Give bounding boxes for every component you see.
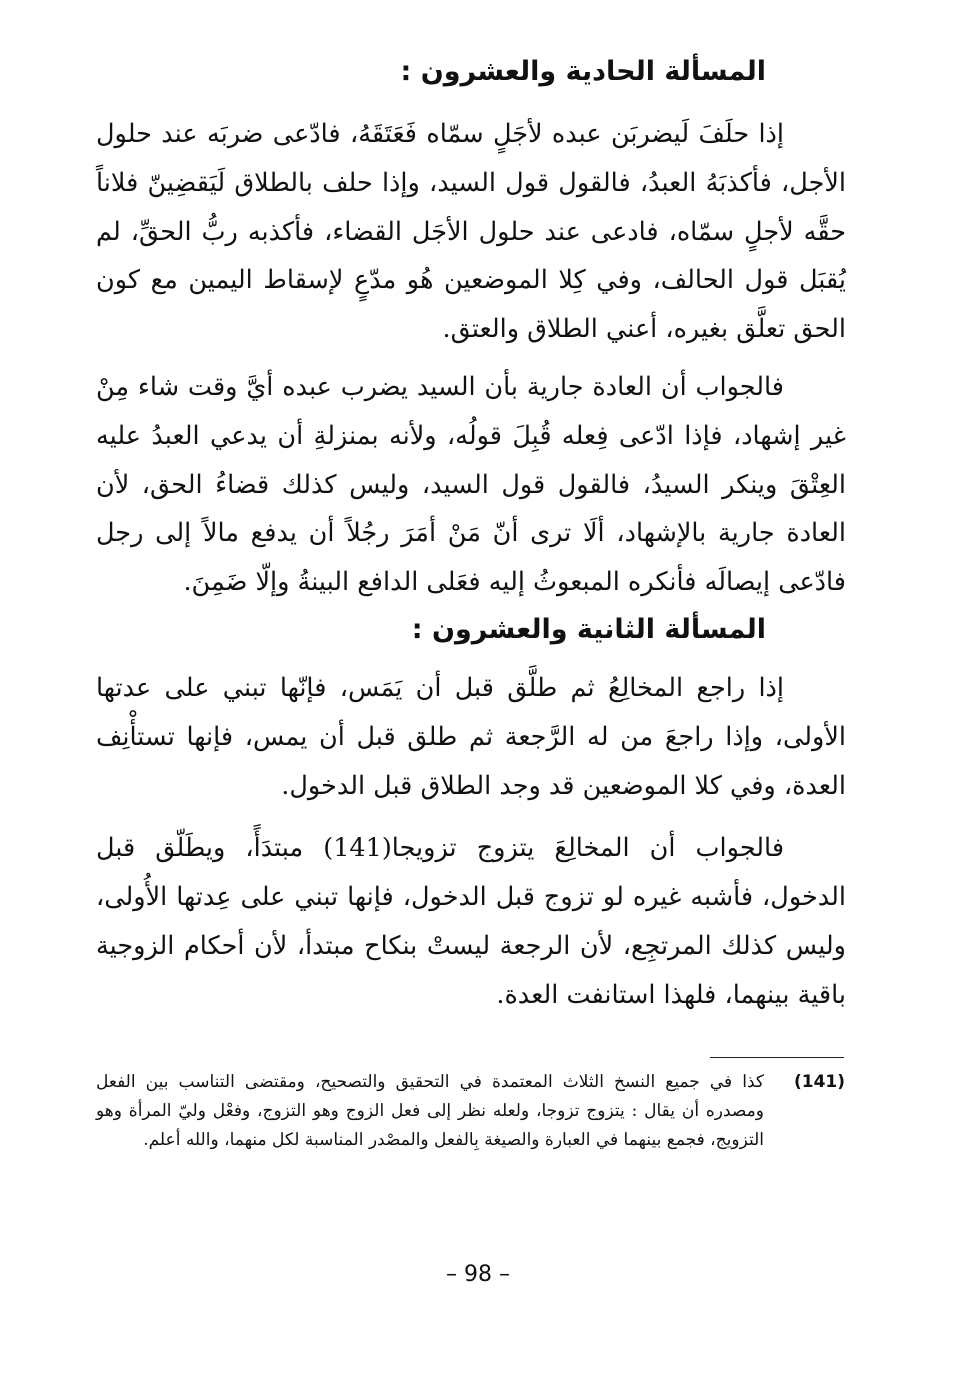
- paragraph-question-21: إذا حلَفَ لَيضربَن عبده لأجَلٍ سمّاه فَعَتَقَهُ، فادّعى ضربَه عند حلول الأجل، فأكذبَهُ العبدُ، فالقول قول السيد، وإذا حلف بالطلاق لَيَقضِينّ فلاناً حقَّه لأجلٍ سمّاه، فادعى عند حلول الأجَل القضاء، فأكذبه ربُّ الحقِّ، لم يُقبَل قول الحالف، وفي كِلا الموضعين هُو مدّعٍ لإسقاط اليمين مع كون الحق تعلَّق بغيره، أعني الطلاق والعتق.: [96, 119, 846, 345]
- page-number: – 98 –: [446, 1262, 510, 1287]
- section-body-21: [96, 110, 846, 607]
- section-heading-21: المسألة الحادية والعشرون :: [400, 56, 766, 87]
- paragraph-answer-21: فالجواب أن العادة جارية بأن السيد يضرب عبده أيَّ وقت شاء مِنْ غير إشهاد، فإذا ادّعى فِعله قُبِلَ قولُه، ولأنه بمنزلةِ أن يدعي العبدُ عليه العِتْقَ وينكر السيدُ، فالقول قول السيد، وليس كذلك قضاءُ الحق، لأن العادة جارية بالإشهاد، ألَا ترى أنّ مَنْ أمَرَ رجُلاً أن يدفع مالاً إلى رجل فادّعى إيصالَه فأنكره المبعوثُ إليه فعَلى الدافع البينةُ وإلّا ضَمِنَ.: [96, 371, 846, 598]
- section-heading-22: المسألة الثانية والعشرون :: [411, 614, 766, 645]
- footnote: [96, 1068, 844, 1155]
- footnote-text: كذا في جميع النسخ الثلاث المعتمدة في التحقيق والتصحيح، ومقتضى التناسب بين الفعل ومصدره أن يقال : يتزوج تزوجا، ولعله نظر إلى فعل الزوج وهو التزوج، وفعْل وليّ المرأة وهو التزويج، فجمع بينهما في العبارة والصيغة بِالفعل والمصْدر المناسبة لكل منهما، والله أعلم.: [96, 1072, 764, 1150]
- paragraph-question-22: إذا راجع المخالِعُ ثم طلَّق قبل أن يَمَس، فإنّها تبني على عدتها الأولى، وإذا راجعَ من له الرَّجعة ثم طلق قبل أن يمس، فإنها تستأْنِف العدة، وفي كلا الموضعين قد وجد الطلاق قبل الدخول.: [96, 673, 846, 801]
- section-body-22: [96, 664, 846, 1020]
- footnote-divider: [710, 1057, 844, 1058]
- footnote-number: (141): [794, 1072, 846, 1092]
- paragraph-answer-22: فالجواب أن المخالِعَ يتزوج تزويجا(141) مبتدَأً، ويطَلّق قبل الدخول، فأشبه غيره لو تزوج قبل الدخول، فإنها تبني على عِدتها الأُولى، وليس كذلك المرتجِع، لأن الرجعة ليستْ بنكاح مبتدأ، لأن أحكام الزوجية باقية بينهما، فلهذا استانفت العدة.: [96, 833, 846, 1010]
